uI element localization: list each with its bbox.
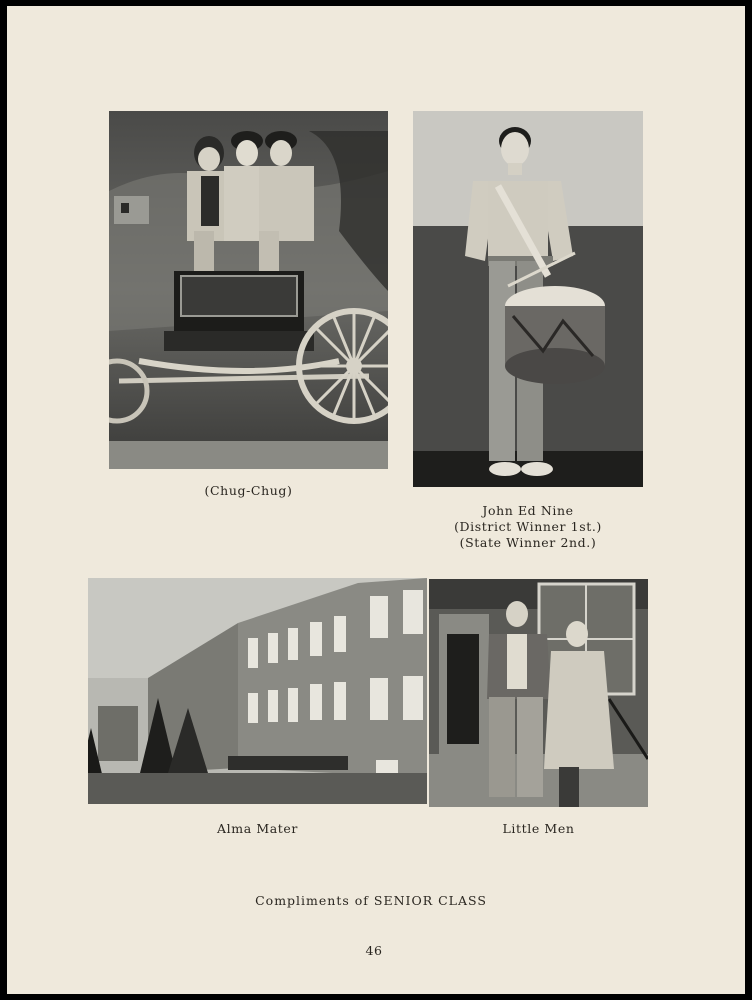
compliments-line: Compliments of SENIOR CLASS (255, 893, 487, 908)
caption-alma-mater (88, 821, 427, 837)
caption-alma-mater-text: Alma Mater (217, 821, 298, 836)
school-building-image (88, 578, 427, 804)
caption-little-men-text: Little Men (502, 821, 575, 836)
caption-drummer-line-3: (State Winner 2nd.) (459, 535, 597, 550)
page-number-text: 46 (365, 943, 383, 958)
caption-little-men (429, 821, 648, 837)
little-men-image (429, 579, 648, 807)
photo-alma-mater (88, 578, 427, 804)
drummer-image (413, 111, 643, 487)
caption-drummer (413, 503, 643, 551)
caption-drummer-line-1: John Ed Nine (482, 503, 574, 518)
yearbook-page (7, 6, 745, 994)
photo-drummer (413, 111, 643, 487)
caption-chug-chug-text: (Chug-Chug) (204, 483, 293, 498)
caption-drummer-line-2: (District Winner 1st.) (454, 519, 602, 534)
caption-chug-chug (109, 483, 388, 499)
photo-chug-chug (109, 111, 388, 469)
compliments-text (7, 893, 735, 909)
page-number (7, 943, 741, 959)
vintage-car-image (109, 111, 388, 469)
photo-little-men (429, 579, 648, 807)
